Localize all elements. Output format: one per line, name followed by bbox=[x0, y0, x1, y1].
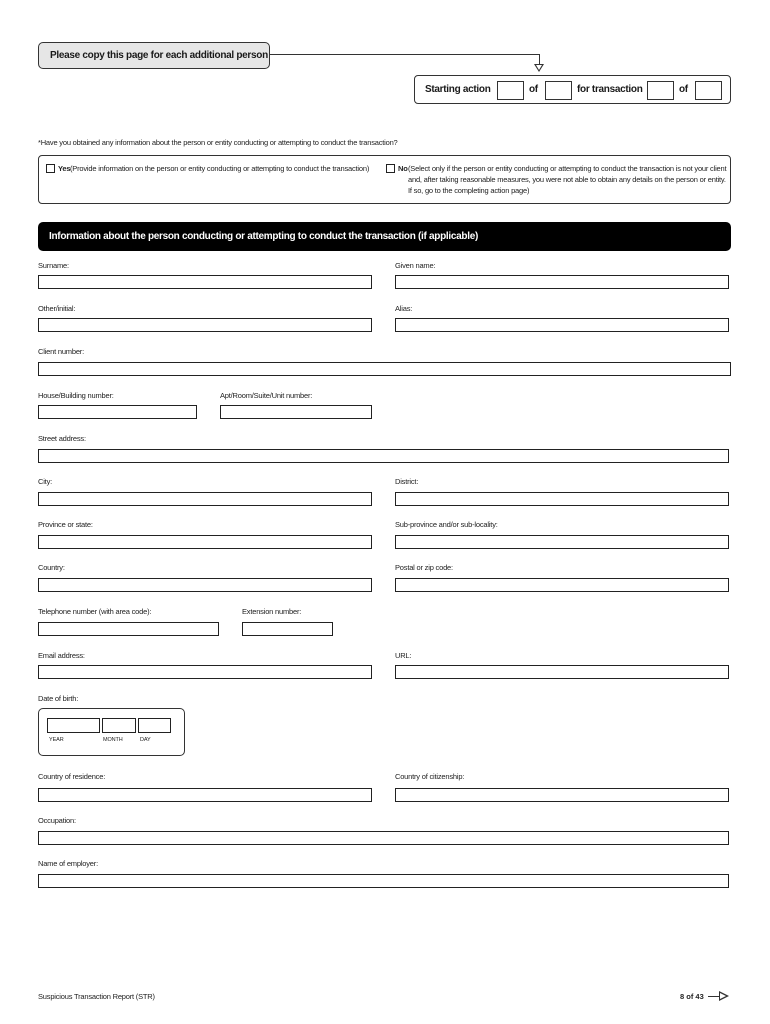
dob-year-label: YEAR bbox=[49, 737, 64, 743]
other-initial-label: Other/initial: bbox=[38, 304, 76, 313]
yes-checkbox[interactable] bbox=[46, 164, 55, 173]
city-field[interactable] bbox=[38, 492, 372, 506]
no-description-line-2: and, after taking reasonable measures, you were not able to obtain any details on the person or entity. bbox=[408, 175, 726, 184]
date-of-birth-box bbox=[38, 708, 185, 756]
telephone-label: Telephone number (with area code): bbox=[38, 607, 152, 616]
no-description-line-1: (Select only if the person or entity conducting or attempting to conduct the transaction is not your client bbox=[408, 164, 727, 173]
connector-line bbox=[270, 54, 540, 55]
client-number-field[interactable] bbox=[38, 362, 731, 376]
city-label: City: bbox=[38, 477, 53, 486]
transaction-number-field[interactable] bbox=[647, 81, 674, 100]
street-address-field[interactable] bbox=[38, 449, 729, 463]
report-name: Suspicious Transaction Report (STR) bbox=[38, 992, 155, 1001]
alias-field[interactable] bbox=[395, 318, 729, 332]
no-description-line-3: If so, go to the completing action page) bbox=[408, 186, 530, 195]
starting-action-total-field[interactable] bbox=[545, 81, 572, 100]
transaction-total-field[interactable] bbox=[695, 81, 722, 100]
district-field[interactable] bbox=[395, 492, 729, 506]
province-label: Province or state: bbox=[38, 520, 93, 529]
information-question: *Have you obtained any information about the person or entity conducting or attempting to conduct the transaction? bbox=[38, 138, 398, 147]
apt-number-label: Apt/Room/Suite/Unit number: bbox=[220, 391, 313, 400]
alias-label: Alias: bbox=[395, 304, 413, 313]
province-field[interactable] bbox=[38, 535, 372, 549]
dob-day-label: DAY bbox=[140, 737, 151, 743]
down-arrow-icon-fill bbox=[536, 65, 542, 70]
sub-province-label: Sub-province and/or sub-locality: bbox=[395, 520, 498, 529]
surname-field[interactable] bbox=[38, 275, 372, 289]
dob-year-field[interactable] bbox=[47, 718, 100, 733]
copy-page-note: Please copy this page for each additional person bbox=[38, 42, 270, 69]
date-of-birth-label: Date of birth: bbox=[38, 694, 79, 703]
occupation-label: Occupation: bbox=[38, 816, 76, 825]
starting-action-box bbox=[414, 75, 731, 104]
employer-label: Name of employer: bbox=[38, 859, 98, 868]
occupation-field[interactable] bbox=[38, 831, 729, 845]
country-label: Country: bbox=[38, 563, 65, 572]
of-label: of bbox=[529, 84, 538, 95]
email-label: Email address: bbox=[38, 651, 85, 660]
next-page-arrow-icon-fill bbox=[720, 993, 726, 999]
url-field[interactable] bbox=[395, 665, 729, 679]
employer-field[interactable] bbox=[38, 874, 729, 888]
client-number-label: Client number: bbox=[38, 347, 84, 356]
sub-province-field[interactable] bbox=[395, 535, 729, 549]
street-address-label: Street address: bbox=[38, 434, 86, 443]
no-label: No bbox=[398, 164, 408, 173]
district-label: District: bbox=[395, 477, 419, 486]
country-of-residence-field[interactable] bbox=[38, 788, 372, 802]
of-label-2: of bbox=[679, 84, 688, 95]
starting-action-number-field[interactable] bbox=[497, 81, 524, 100]
postal-code-label: Postal or zip code: bbox=[395, 563, 453, 572]
dob-day-field[interactable] bbox=[138, 718, 171, 733]
dob-month-label: MONTH bbox=[103, 737, 123, 743]
other-initial-field[interactable] bbox=[38, 318, 372, 332]
house-number-field[interactable] bbox=[38, 405, 197, 419]
for-transaction-label: for transaction bbox=[577, 84, 643, 95]
email-field[interactable] bbox=[38, 665, 372, 679]
given-name-label: Given name: bbox=[395, 261, 436, 270]
starting-action-label: Starting action bbox=[425, 84, 491, 95]
country-field[interactable] bbox=[38, 578, 372, 592]
country-of-citizenship-field[interactable] bbox=[395, 788, 729, 802]
dob-month-field[interactable] bbox=[102, 718, 136, 733]
apt-number-field[interactable] bbox=[220, 405, 372, 419]
yes-label: Yes bbox=[58, 164, 71, 173]
question-options-box bbox=[38, 155, 731, 204]
country-of-residence-label: Country of residence: bbox=[38, 772, 106, 781]
house-number-label: House/Building number: bbox=[38, 391, 114, 400]
postal-code-field[interactable] bbox=[395, 578, 729, 592]
given-name-field[interactable] bbox=[395, 275, 729, 289]
section-header: Information about the person conducting or attempting to conduct the transaction (if applicable) bbox=[38, 222, 731, 251]
url-label: URL: bbox=[395, 651, 412, 660]
surname-label: Surname: bbox=[38, 261, 69, 270]
extension-label: Extension number: bbox=[242, 607, 302, 616]
yes-description: (Provide information on the person or entity conducting or attempting to conduct the transaction) bbox=[70, 164, 370, 173]
page-number: 8 of 43 bbox=[680, 992, 704, 1001]
country-of-citizenship-label: Country of citizenship: bbox=[395, 772, 465, 781]
extension-field[interactable] bbox=[242, 622, 333, 636]
no-checkbox[interactable] bbox=[386, 164, 395, 173]
telephone-field[interactable] bbox=[38, 622, 219, 636]
